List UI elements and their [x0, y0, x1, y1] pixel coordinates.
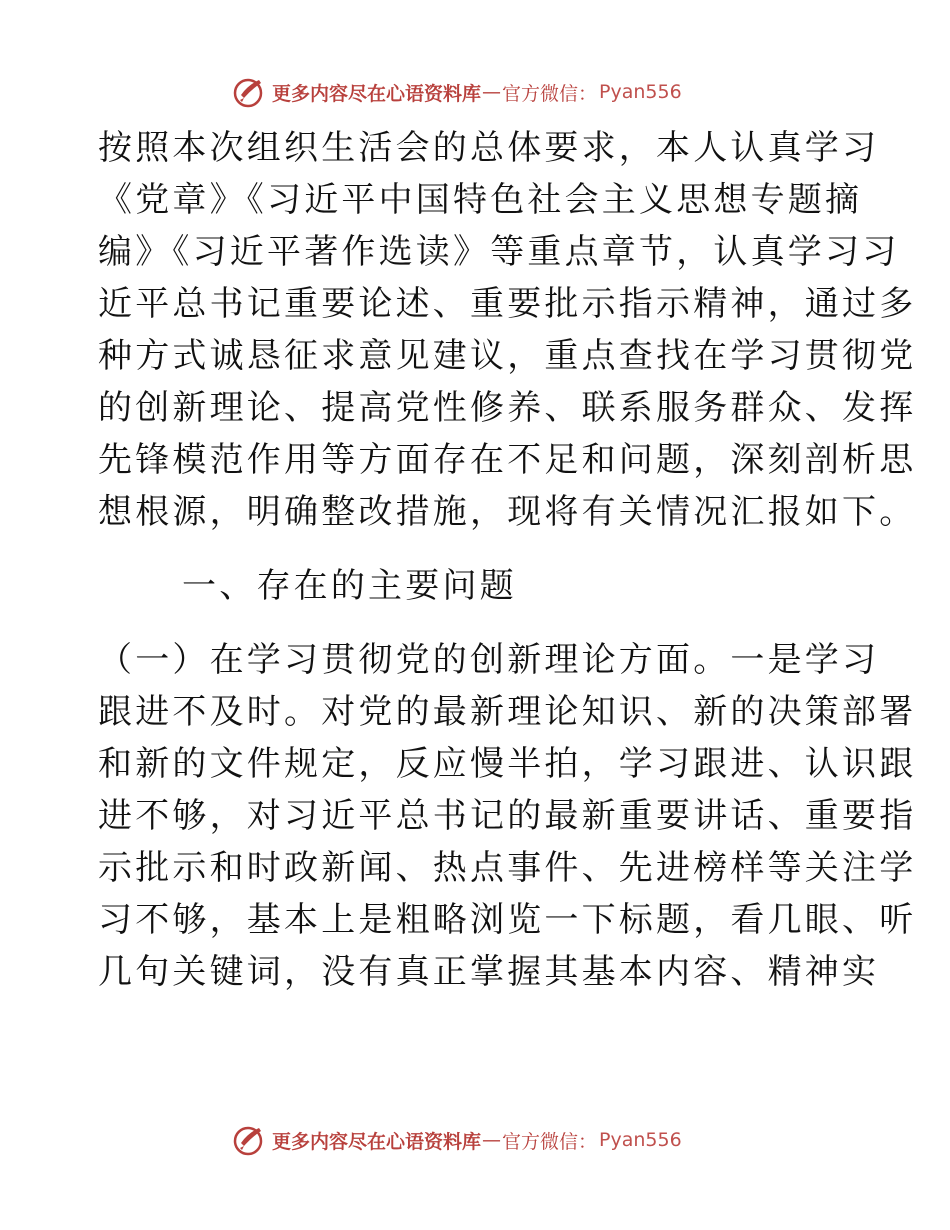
body-line: 进不够，对习近平总书记的最新重要讲话、重要指 [98, 796, 917, 836]
body-line: 近平总书记重要论述、重要批示指示精神，通过多 [98, 284, 917, 324]
watermark-wechat-id: Pyan556 [599, 1129, 682, 1151]
watermark-main-text: 更多内容尽在心语资料库 [272, 1130, 482, 1153]
body-line: 习不够，基本上是粗略浏览一下标题，看几眼、听 [98, 900, 917, 940]
body-line: 种方式诚恳征求意见建议，重点查找在学习贯彻党 [98, 336, 917, 376]
body-line: 编》《习近平著作选读》等重点章节，认真学习习 [98, 232, 900, 272]
body-line: 《党章》《习近平中国特色社会主义思想专题摘 [98, 180, 863, 220]
pen-logo-icon [232, 75, 266, 109]
document-body [98, 122, 917, 998]
watermark-main-text: 更多内容尽在心语资料库 [272, 82, 482, 105]
section-heading: 一、存在的主要问题 [98, 566, 517, 606]
body-line: 跟进不及时。对党的最新理论知识、新的决策部署 [98, 692, 917, 732]
body-line: 示批示和时政新闻、热点事件、先进榜样等关注学 [98, 848, 917, 888]
watermark-footer [232, 1120, 752, 1160]
watermark-header [232, 72, 752, 112]
pen-logo-icon [232, 1123, 266, 1157]
body-line: 想根源，明确整改措施，现将有关情况汇报如下。 [98, 492, 917, 532]
body-line: 按照本次组织生活会的总体要求，本人认真学习 [98, 128, 880, 168]
watermark-sub-text: 官方微信： [502, 1130, 598, 1153]
body-line: 先锋模范作用等方面存在不足和问题，深刻剖析思 [98, 440, 917, 480]
body-line: （一）在学习贯彻党的创新理论方面。一是学习 [98, 640, 880, 680]
body-line: 的创新理论、提高党性修养、联系服务群众、发挥 [98, 388, 917, 428]
watermark-sub-text: 官方微信： [502, 82, 598, 105]
body-line: 几句关键词，没有真正掌握其基本内容、精神实 [98, 952, 880, 992]
watermark-wechat-id: Pyan556 [599, 81, 682, 103]
watermark-dash: — [482, 1129, 502, 1151]
body-line: 和新的文件规定，反应慢半拍，学习跟进、认识跟 [98, 744, 917, 784]
watermark-dash: — [482, 81, 502, 103]
